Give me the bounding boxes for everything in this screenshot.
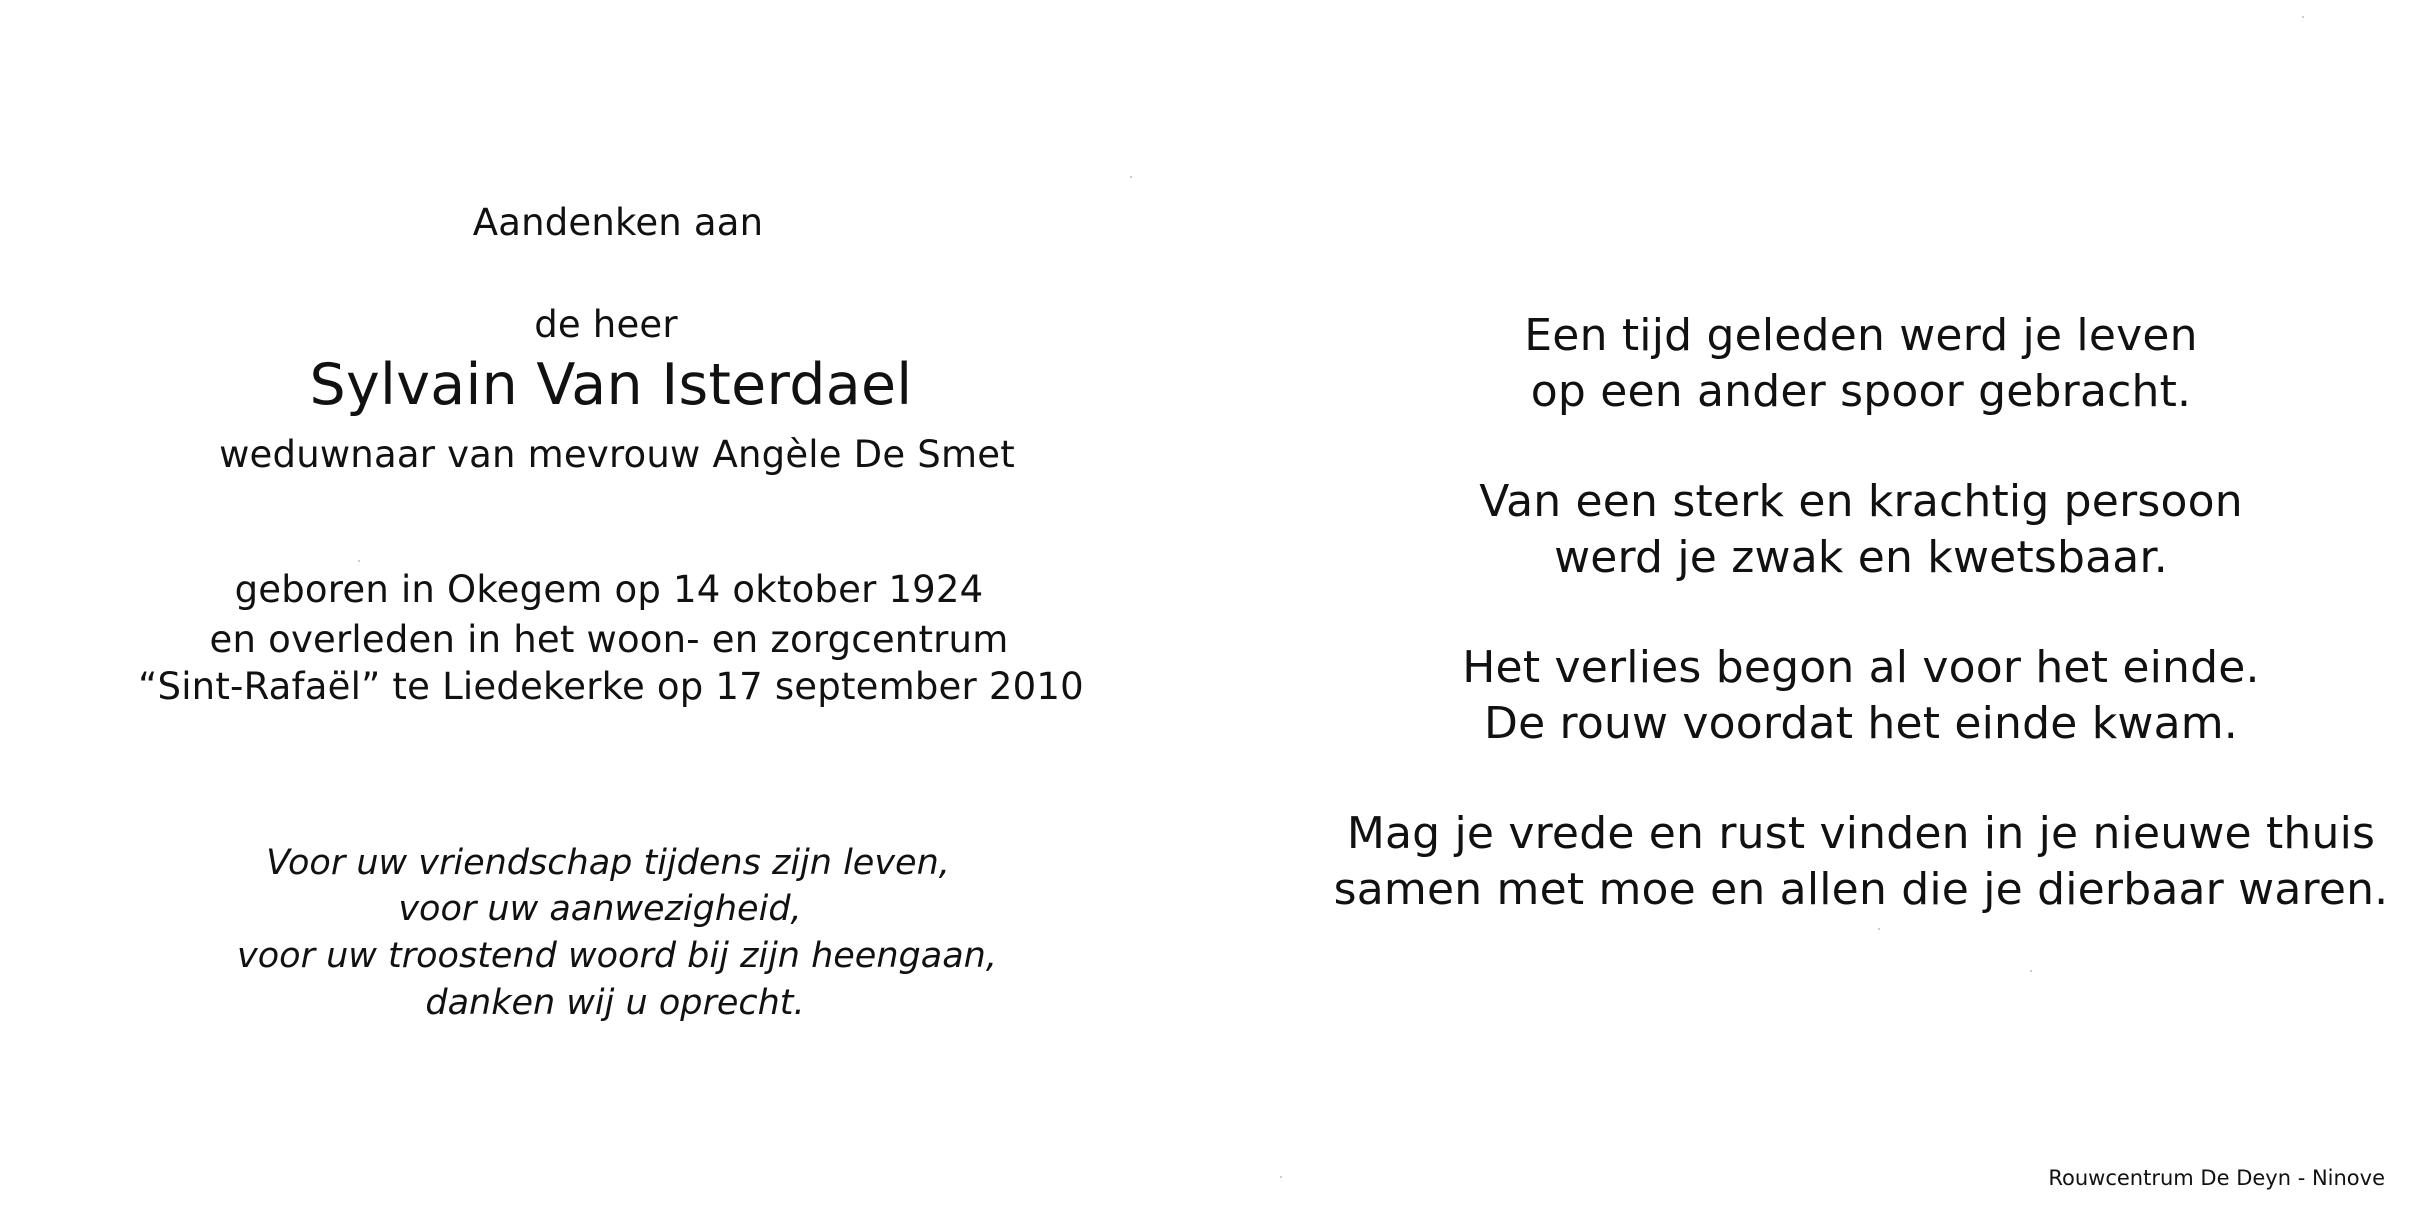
scan-speck — [2302, 16, 2304, 18]
thanks-line: danken wij u oprecht. — [425, 983, 805, 1023]
poem-line: Een tijd geleden werd je leven — [1524, 310, 2198, 361]
title-text: de heer — [534, 303, 678, 346]
scan-speck — [2030, 970, 2032, 972]
poem-line: Het verlies begon al voor het einde. — [1462, 642, 2260, 693]
funeral-home-credit: Rouwcentrum De Deyn - Ninove — [2048, 1166, 2385, 1190]
poem-line: De rouw voordat het einde kwam. — [1483, 698, 2239, 749]
scan-speck — [1878, 928, 1880, 930]
scan-speck — [1130, 176, 1132, 178]
relation-text: weduwnaar van mevrouw Angèle De Smet — [219, 433, 1015, 476]
deceased-name: Sylvain Van Isterdael — [309, 352, 913, 418]
poem-line: Van een sterk en krachtig persoon — [1479, 476, 2243, 527]
scan-speck — [1280, 1176, 1282, 1178]
scan-speck — [358, 560, 360, 562]
thanks-line: voor uw aanwezigheid, — [398, 889, 802, 929]
death-text-line2: “Sint-Rafaël” te Liedekerke op 17 september 2010 — [138, 665, 1084, 708]
thanks-line: voor uw troostend woord bij zijn heengaan, — [237, 936, 997, 976]
intro-text: Aandenken aan — [472, 201, 764, 244]
poem-line: werd je zwak en kwetsbaar. — [1554, 532, 2168, 583]
death-text-line1: en overleden in het woon- en zorgcentrum — [209, 618, 1009, 661]
birth-text: geboren in Okegem op 14 oktober 1924 — [234, 568, 984, 611]
poem-line: Mag je vrede en rust vinden in je nieuwe thuis — [1346, 808, 2376, 859]
thanks-line: Voor uw vriendschap tijdens zijn leven, — [266, 843, 950, 883]
poem-line: samen met moe en allen die je dierbaar waren. — [1333, 864, 2389, 915]
poem-line: op een ander spoor gebracht. — [1530, 366, 2192, 417]
